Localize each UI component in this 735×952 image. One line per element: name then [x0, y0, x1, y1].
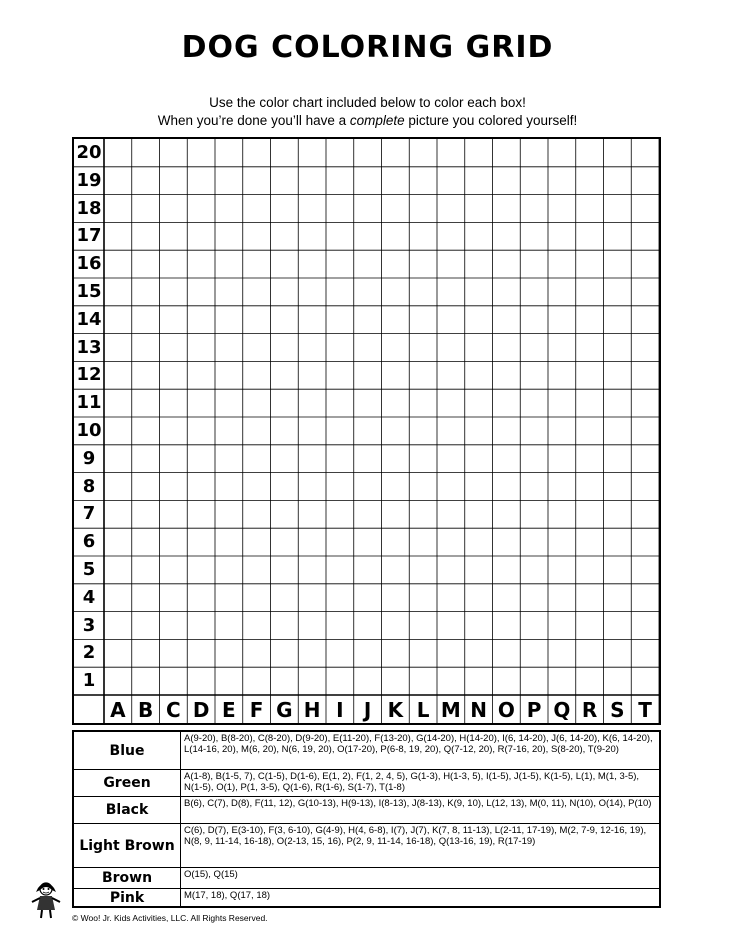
column-label: S — [610, 698, 625, 722]
row-label: 13 — [76, 336, 102, 358]
column-label: N — [470, 698, 487, 722]
row-label: 20 — [76, 142, 102, 163]
row-label: 17 — [76, 225, 102, 247]
instruction-line-2-emphasis: complete — [349, 113, 405, 128]
column-label: M — [440, 698, 461, 722]
color-chart-row — [74, 732, 659, 769]
column-label: I — [336, 698, 344, 722]
row-label: 5 — [82, 559, 96, 580]
color-chart — [72, 730, 661, 908]
column-label: G — [276, 698, 293, 722]
instruction-line-2 — [0, 113, 735, 128]
color-name: Brown — [74, 868, 181, 888]
column-label: Q — [553, 698, 571, 722]
column-label: J — [363, 698, 372, 722]
column-label: L — [416, 698, 430, 722]
column-label: F — [249, 698, 264, 722]
color-chart-row — [74, 888, 659, 906]
column-label: B — [138, 698, 154, 722]
color-cells: A(1-8), B(1-5, 7), C(1-5), D(1-6), E(1, 2), F(1, 2, 4, 5), G(1-3), H(1-3, 5), I(1-5), J(1-5), K(1-5), L(1), M(1, 3-5), N(1-5), O(1), P(1, 3-5), Q(1-6), R(1-6), S(1-7), T(1-8) — [184, 771, 640, 793]
column-label: C — [166, 698, 181, 722]
row-label: 9 — [82, 447, 96, 469]
copyright-notice: © Woo! Jr. Kids Activities, LLC. All Rights Reserved. — [72, 913, 268, 923]
row-label: 18 — [76, 197, 102, 219]
column-label: D — [192, 698, 210, 722]
color-cells: A(9-20), B(8-20), C(8-20), D(9-20), E(11-20), F(13-20), G(14-20), H(14-20), I(6, 14-20), J(6, 14-20), K(6, 14-20), L(14-16, 20), M(6, 20), N(6, 19, 20), O(17-20), P(6-8, 19, 20), Q(7-12, 20), R(7-16, 20), S(8-20), T(9-20) — [184, 733, 653, 755]
column-label: K — [387, 698, 404, 722]
row-label: 15 — [76, 281, 102, 302]
column-label: A — [110, 698, 126, 722]
row-label: 19 — [76, 169, 102, 191]
row-label: 11 — [76, 392, 102, 414]
color-name: Pink — [74, 889, 181, 906]
color-chart-row — [74, 796, 659, 823]
column-label: R — [581, 698, 598, 722]
row-label: 2 — [82, 642, 96, 664]
color-chart-row — [74, 867, 659, 888]
color-name: Green — [74, 770, 181, 796]
instruction-line-2-post: picture you colored yourself! — [404, 113, 578, 128]
instruction-line-1: Use the color chart included below to color each box! — [209, 95, 526, 110]
row-label: 16 — [76, 253, 102, 275]
color-cells: O(15), Q(15) — [184, 869, 238, 880]
color-chart-row — [74, 769, 659, 796]
color-chart-row — [74, 823, 659, 867]
column-label: P — [526, 698, 542, 722]
instruction-line-2-pre: When you’re done you’ll have a — [157, 113, 350, 128]
row-label: 3 — [82, 614, 96, 636]
girl-mascot-icon — [28, 880, 64, 920]
color-cells: B(6), C(7), D(8), F(11, 12), G(10-13), H(9-13), I(8-13), J(8-13), K(9, 10), L(12, 13), M(0, 11), N(10), O(14), P(10) — [184, 798, 652, 809]
color-cells: M(17, 18), Q(17, 18) — [184, 890, 271, 901]
column-label: O — [497, 698, 515, 722]
row-label: 10 — [76, 420, 102, 441]
color-name: Black — [74, 797, 181, 823]
row-label: 14 — [76, 308, 102, 330]
column-label: T — [638, 698, 652, 722]
row-label: 12 — [76, 364, 102, 386]
row-label: 4 — [82, 586, 96, 608]
page-title: DOG COLORING GRID — [181, 30, 554, 65]
column-label: H — [303, 698, 321, 722]
color-name: Blue — [74, 732, 181, 769]
coloring-grid — [72, 137, 661, 725]
row-label: 1 — [82, 670, 96, 692]
color-name: Light Brown — [74, 824, 181, 867]
column-label: E — [222, 698, 236, 722]
grid-lines — [74, 139, 659, 723]
row-label: 6 — [82, 531, 96, 553]
row-label: 8 — [82, 475, 96, 497]
row-label: 7 — [82, 503, 96, 525]
color-cells: C(6), D(7), E(3-10), F(3, 6-10), G(4-9), H(4, 6-8), I(7), J(7), K(7, 8, 11-13), L(2-11, 17-19), M(2, 7-9, 12-16, 19), N(8, 9, 11-14, 16-18), O(2-13, 15, 16), P(2, 9, 11-14, 16-18), Q(13-16, 19), R(17-19) — [184, 825, 647, 847]
